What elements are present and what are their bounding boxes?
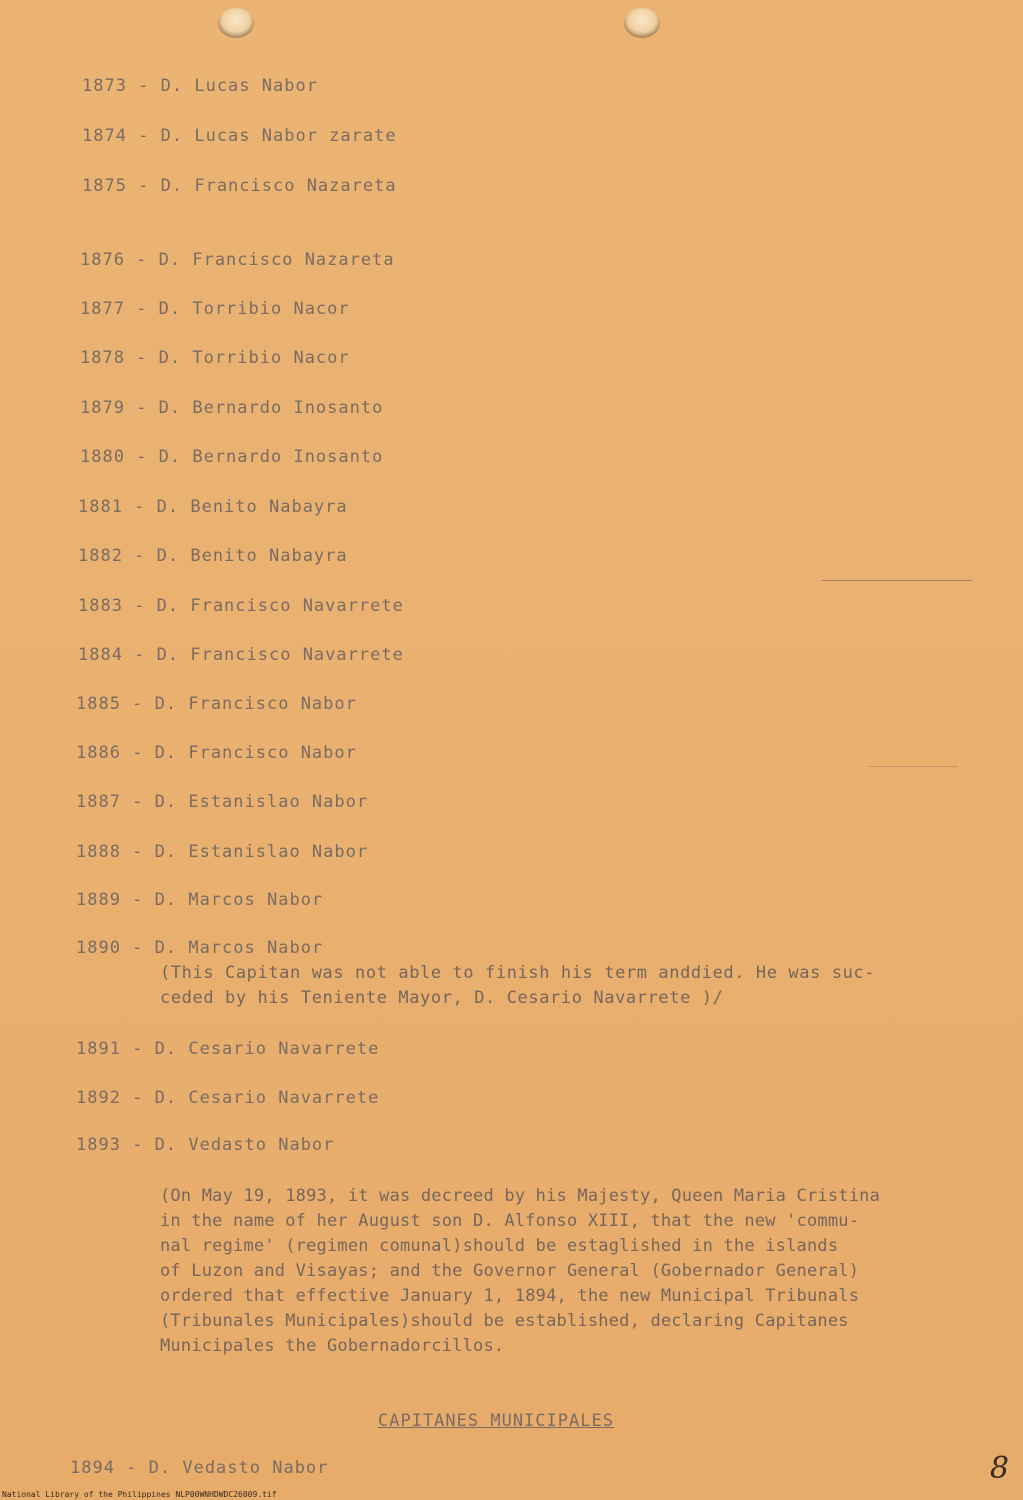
note-1893: (On May 19, 1893, it was decreed by his Majesty, Queen Maria Cristina in the name of her August son D. Alfonso XIII, that the new 'commu- nal regime' (regimen comunal)should be estaglished in the islands of Luzon and Visayas; and the Governor General (Gobernador General) ordered that effective January 1, 1894, the new Municipal Tribunals (Tribunales Municipales)should be established, declaring Capitanes Municipales the Gobernadorcillos.	[160, 1186, 881, 1356]
entry-1882: 1882 - D. Benito Nabayra	[78, 546, 348, 566]
entry-1889: 1889 - D. Marcos Nabor	[76, 890, 324, 910]
entry-1883: 1883 - D. Francisco Navarrete	[78, 596, 404, 616]
entry-1877: 1877 - D. Torribio Nacor	[80, 299, 350, 319]
entry-1881: 1881 - D. Benito Nabayra	[78, 497, 348, 517]
note-1890: (This Capitan was not able to finish his term anddied. He was suc- ceded by his Teniente Mayor, D. Cesario Navarrete )/	[160, 963, 876, 1008]
pencil-mark	[822, 580, 972, 581]
entry-1878: 1878 - D. Torribio Nacor	[80, 348, 350, 368]
entry-1894: 1894 - D. Vedasto Nabor	[70, 1458, 329, 1478]
entry-1873: 1873 - D. Lucas Nabor	[82, 76, 318, 96]
footer-caption: National Library of the Philippines NLP00WNHDWDC26009.tif	[2, 1490, 277, 1499]
entry-1879: 1879 - D. Bernardo Inosanto	[80, 398, 384, 418]
entry-1891: 1891 - D. Cesario Navarrete	[76, 1039, 380, 1059]
pencil-mark	[868, 766, 958, 767]
entry-1887: 1887 - D. Estanislao Nabor	[76, 792, 369, 812]
entry-1886: 1886 - D. Francisco Nabor	[76, 743, 357, 763]
entry-1874: 1874 - D. Lucas Nabor zarate	[82, 126, 397, 146]
punch-hole-right	[624, 8, 660, 38]
entry-1885: 1885 - D. Francisco Nabor	[76, 694, 357, 714]
entry-1892: 1892 - D. Cesario Navarrete	[76, 1088, 380, 1108]
entry-1875: 1875 - D. Francisco Nazareta	[82, 176, 397, 196]
entry-1888: 1888 - D. Estanislao Nabor	[76, 842, 369, 862]
entry-1890: 1890 - D. Marcos Nabor	[76, 938, 324, 958]
entry-1884: 1884 - D. Francisco Navarrete	[78, 645, 404, 665]
entry-1876: 1876 - D. Francisco Nazareta	[80, 250, 395, 270]
page-number: 8	[989, 1451, 1009, 1486]
entry-1880: 1880 - D. Bernardo Inosanto	[80, 447, 384, 467]
punch-hole-left	[218, 8, 254, 38]
entry-1893: 1893 - D. Vedasto Nabor	[76, 1135, 335, 1155]
section-heading: CAPITANES MUNICIPALES	[378, 1411, 614, 1431]
